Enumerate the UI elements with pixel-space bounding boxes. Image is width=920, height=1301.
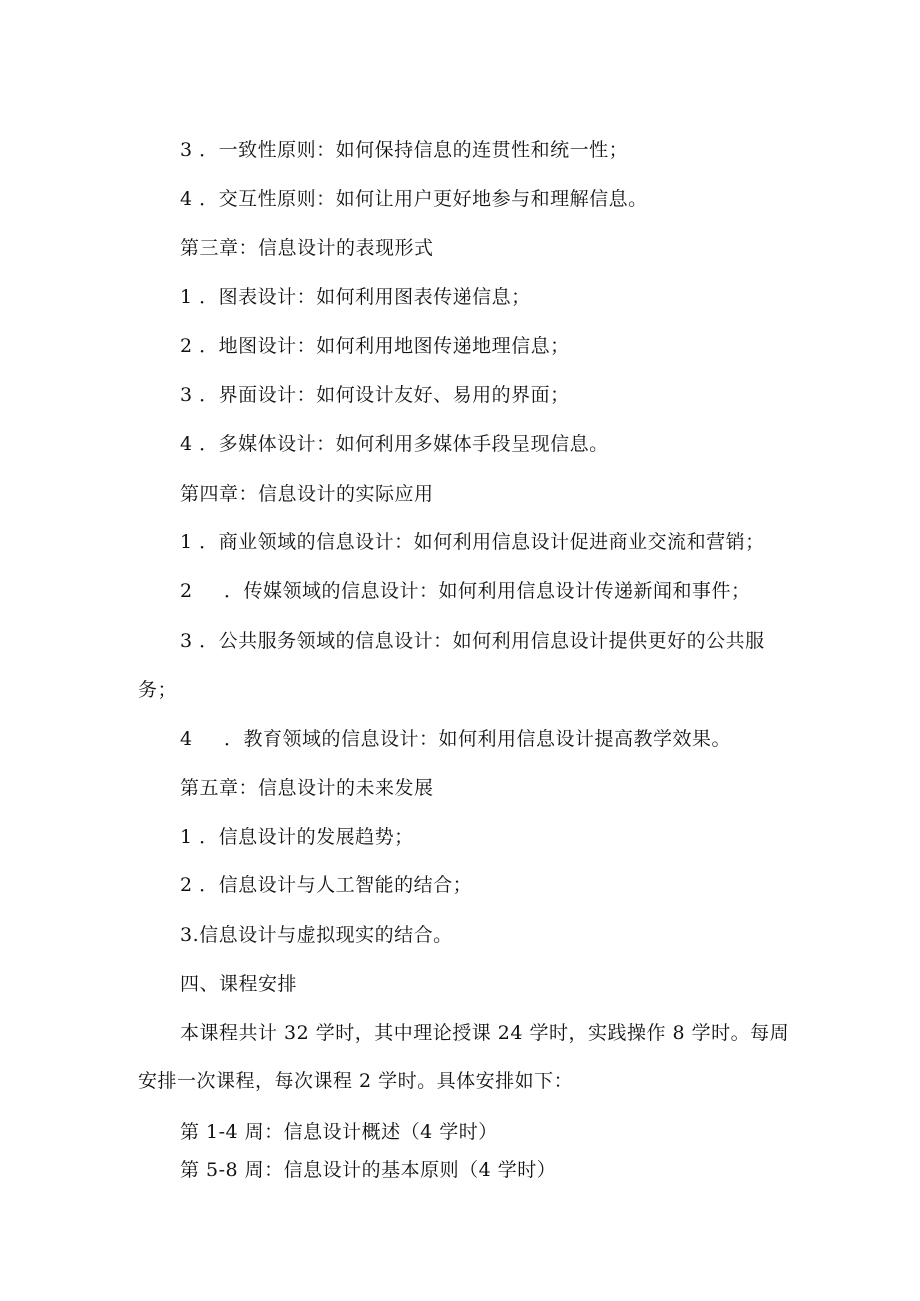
public-service-domain-item bbox=[180, 629, 765, 653]
item-number: 4 bbox=[180, 728, 193, 750]
item-number: 2 bbox=[180, 580, 193, 602]
chapter-three-heading bbox=[180, 236, 434, 260]
line-text: 1 ．图表设计：如何利用图表传递信息； bbox=[180, 286, 531, 308]
course-schedule-heading bbox=[180, 972, 297, 996]
interface-design-item bbox=[180, 383, 570, 407]
line-text: 1 ．商业领域的信息设计：如何利用信息设计促进商业交流和营销； bbox=[180, 531, 765, 553]
line-text: 3 ．一致性原则：如何保持信息的连贯性和统一性； bbox=[180, 139, 629, 161]
schedule-paragraph-line-2 bbox=[138, 1069, 573, 1093]
map-design-item bbox=[180, 334, 570, 358]
week-1-4-item bbox=[180, 1120, 498, 1144]
line-text: 2 ．地图设计：如何利用地图传递地理信息； bbox=[180, 335, 570, 357]
line-text: 第 5-8 周：信息设计的基本原则（4 学时） bbox=[180, 1159, 557, 1181]
principle-consistency-item bbox=[180, 138, 628, 162]
line-text: 4 ．交互性原则：如何让用户更好地参与和理解信息。 bbox=[180, 188, 648, 210]
education-domain-item bbox=[180, 727, 731, 751]
line-text: 第 1-4 周：信息设计概述（4 学时） bbox=[180, 1121, 498, 1143]
line-text: 第五章：信息设计的未来发展 bbox=[180, 777, 434, 799]
trend-item bbox=[180, 825, 414, 849]
media-domain-item bbox=[180, 579, 751, 603]
line-text: 2 ．信息设计与人工智能的结合； bbox=[180, 874, 473, 896]
chapter-four-heading bbox=[180, 482, 434, 506]
line-text: 第三章：信息设计的表现形式 bbox=[180, 237, 434, 259]
line-text: 本课程共计 32 学时，其中理论授课 24 学时，实践操作 8 学时。每周 bbox=[180, 1022, 790, 1044]
week-5-8-item bbox=[180, 1158, 556, 1182]
vr-combination-item bbox=[180, 923, 453, 947]
line-text: 务； bbox=[138, 679, 178, 701]
line-text: ．传媒领域的信息设计：如何利用信息设计传递新闻和事件； bbox=[224, 580, 751, 602]
chart-design-item bbox=[180, 285, 531, 309]
schedule-paragraph-line-1 bbox=[180, 1021, 789, 1045]
line-text: 四、课程安排 bbox=[180, 973, 298, 995]
chapter-five-heading bbox=[180, 776, 434, 800]
line-text: 安排一次课程，每次课程 2 学时。具体安排如下： bbox=[138, 1070, 574, 1092]
line-text: 3 ．界面设计：如何设计友好、易用的界面； bbox=[180, 384, 570, 406]
principle-interactivity-item bbox=[180, 187, 648, 211]
line-text: ．教育领域的信息设计：如何利用信息设计提高教学效果。 bbox=[224, 728, 732, 750]
line-text: 1 ．信息设计的发展趋势； bbox=[180, 826, 414, 848]
business-domain-item bbox=[180, 530, 765, 554]
public-service-domain-continuation bbox=[138, 678, 177, 702]
ai-combination-item bbox=[180, 873, 472, 897]
line-text: 3 ．公共服务领域的信息设计：如何利用信息设计提供更好的公共服 bbox=[180, 630, 765, 652]
line-text: 3.信息设计与虚拟现实的结合。 bbox=[180, 924, 453, 946]
line-text: 4 ．多媒体设计：如何利用多媒体手段呈现信息。 bbox=[180, 433, 609, 455]
multimedia-design-item bbox=[180, 432, 609, 456]
line-text: 第四章：信息设计的实际应用 bbox=[180, 483, 434, 505]
